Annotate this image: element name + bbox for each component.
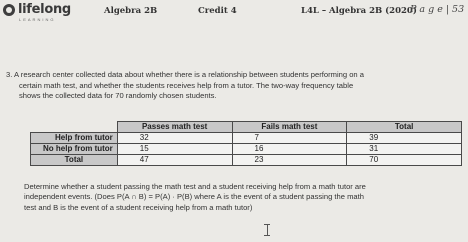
table-cell: 7 [232, 133, 347, 144]
question-line-1: A research center collected data about whether there is a relationship between students performing on a [14, 70, 364, 79]
column-header: Passes math test [117, 122, 232, 133]
logo-circle-icon [3, 4, 15, 16]
lifelong-learning-logo [3, 3, 73, 23]
document-title: L4L – Algebra 2B (2020) [301, 6, 417, 16]
text-cursor-icon [264, 224, 270, 236]
logo-name: lifelong [18, 2, 71, 17]
page-number: P a g e | 53 [410, 4, 465, 15]
question-number: 3. [6, 70, 13, 79]
two-way-frequency-table [30, 121, 462, 166]
determine-line-2: independent events. (Does P(A ∩ B) = P(A) · P(B) where A is the event of a student passing the math [24, 192, 364, 202]
course-name: Algebra 2B [104, 6, 158, 16]
table-cell: 47 [117, 155, 232, 166]
table-row [31, 144, 462, 155]
table-cell: 31 [347, 144, 462, 155]
row-header: Help from tutor [31, 133, 118, 144]
determine-line-1: Determine whether a student passing the math test and a student receiving help from a math tutor are [24, 182, 366, 191]
column-header: Fails math test [232, 122, 347, 133]
question-line-3: shows the collected data for 70 randomly chosen students. [19, 91, 217, 100]
table-row [31, 133, 462, 144]
column-header: Total [347, 122, 462, 133]
page-header [0, 0, 468, 26]
table-cell: 39 [347, 133, 462, 144]
question-line-2: certain math test, and whether the students receives help from a tutor. The two-way frequency table [19, 80, 354, 90]
determine-instructions [24, 182, 464, 213]
logo-tagline: LEARNING [19, 17, 56, 22]
table-cell: 23 [232, 155, 347, 166]
table-corner [31, 122, 118, 133]
row-header: No help from tutor [31, 144, 118, 155]
determine-line-3: test and B is the event of a student receiving help from a math tutor) [24, 202, 253, 212]
table-cell: 70 [347, 155, 462, 166]
table-cell: 32 [117, 133, 232, 144]
question-text [6, 70, 464, 102]
credit-label: Credit 4 [198, 6, 237, 16]
table-header-row [31, 122, 462, 133]
row-header: Total [31, 155, 118, 166]
table-cell: 16 [232, 144, 347, 155]
table-row [31, 155, 462, 166]
table-cell: 15 [117, 144, 232, 155]
